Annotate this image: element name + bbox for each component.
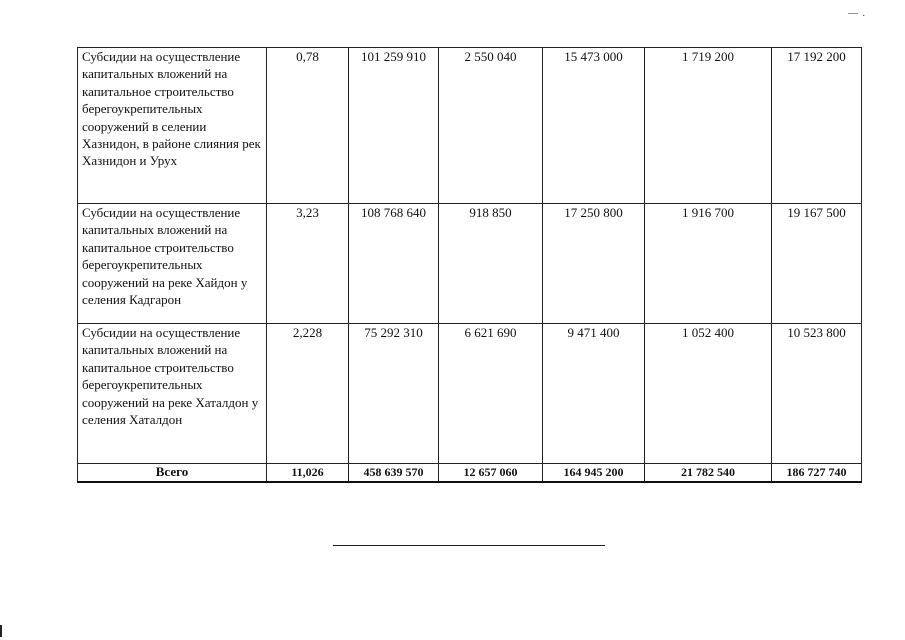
total-length: 11,026: [267, 464, 349, 482]
total-cost-sum: 458 639 570: [349, 464, 439, 482]
value-cell: 9 471 400: [543, 324, 645, 464]
total-value: 21 782 540: [645, 464, 772, 482]
total-cost-cell: 75 292 310: [349, 324, 439, 464]
page-corner-mark: — .: [848, 8, 866, 19]
total-label: Всего: [78, 464, 267, 482]
scan-edge-mark: [0, 625, 2, 637]
value-cell: 10 523 800: [772, 324, 862, 464]
total-cost-cell: 108 768 640: [349, 204, 439, 324]
end-of-document-rule: [333, 545, 605, 546]
total-value: 186 727 740: [772, 464, 862, 482]
subsidy-name-cell: Субсидии на осуществление капитальных вложений на капитальное строительство берегоукрепительных сооружений в селении Хазнидон, в районе слияния рек Хазнидон и Урух: [78, 48, 267, 204]
length-cell: 2,228: [267, 324, 349, 464]
value-cell: 2 550 040: [439, 48, 543, 204]
total-cost-cell: 101 259 910: [349, 48, 439, 204]
value-cell: 15 473 000: [543, 48, 645, 204]
length-cell: 3,23: [267, 204, 349, 324]
value-cell: 19 167 500: [772, 204, 862, 324]
table-row: [78, 204, 862, 324]
subsidy-name-cell: Субсидии на осуществление капитальных вложений на капитальное строительство берегоукрепительных сооружений на реке Хаталдон у селения Хаталдон: [78, 324, 267, 464]
table-row: [78, 48, 862, 204]
total-value: 164 945 200: [543, 464, 645, 482]
total-value: 12 657 060: [439, 464, 543, 482]
value-cell: 1 052 400: [645, 324, 772, 464]
value-cell: 17 192 200: [772, 48, 862, 204]
value-cell: 918 850: [439, 204, 543, 324]
value-cell: 17 250 800: [543, 204, 645, 324]
subsidy-table: [77, 47, 862, 483]
table-row: [78, 324, 862, 464]
value-cell: 1 916 700: [645, 204, 772, 324]
value-cell: 1 719 200: [645, 48, 772, 204]
length-cell: 0,78: [267, 48, 349, 204]
subsidy-name-cell: Субсидии на осуществление капитальных вложений на капитальное строительство берегоукрепительных сооружений на реке Хайдон у селения Кадгарон: [78, 204, 267, 324]
total-row: [78, 464, 862, 482]
value-cell: 6 621 690: [439, 324, 543, 464]
